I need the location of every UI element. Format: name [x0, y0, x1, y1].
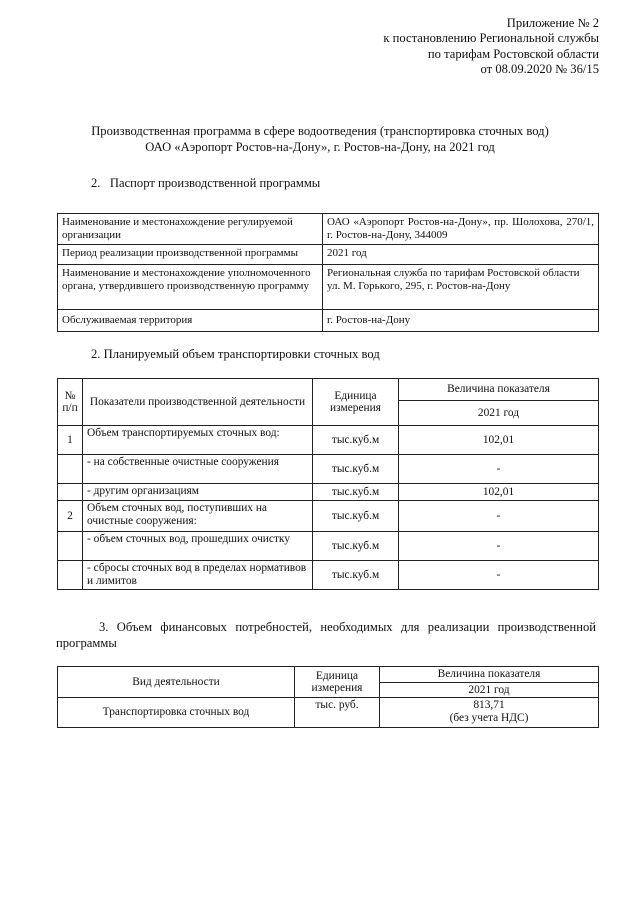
row-value: 102,01	[399, 484, 599, 501]
column-header-activity: Вид деятельности	[58, 667, 295, 698]
appendix-line-2: к постановлению Региональной службы	[383, 31, 599, 46]
row-indicator: - на собственные очистные сооружения	[83, 455, 313, 484]
authority-name: Региональная служба по тарифам Ростовской области	[327, 267, 580, 279]
authority-address: ул. М. Горького, 295, г. Ростов-на-Дону	[327, 279, 511, 292]
row-unit: тыс.куб.м	[313, 501, 399, 532]
table-header-row	[58, 379, 599, 401]
table-row	[58, 532, 599, 561]
column-header-unit: Единица измерения	[313, 379, 399, 426]
row-value: 102,01	[399, 426, 599, 455]
section-1-number: 2.	[91, 176, 101, 190]
document-title	[40, 124, 600, 155]
row-number	[58, 532, 83, 561]
column-header-value: Величина показателя	[380, 667, 599, 683]
section-3-heading-line-1	[56, 619, 596, 635]
table-row	[58, 426, 599, 455]
row-number	[58, 455, 83, 484]
row-indicator: Объем транспортируемых сточных вод:	[83, 426, 313, 455]
table-row	[58, 310, 599, 332]
volume-table	[57, 378, 599, 590]
table-row	[58, 484, 599, 501]
finance-table	[57, 666, 599, 728]
passport-value	[323, 265, 599, 310]
passport-value: 2021 год	[323, 245, 599, 265]
table-row	[58, 501, 599, 532]
row-unit: тыс.куб.м	[313, 561, 399, 590]
title-line-1: Производственная программа в сфере водоотведения (транспортировка сточных вод)	[91, 124, 549, 138]
row-number: 1	[58, 426, 83, 455]
row-indicator: - другим организациям	[83, 484, 313, 501]
row-number	[58, 561, 83, 590]
row-unit: тыс. руб.	[295, 698, 380, 728]
row-value: -	[399, 501, 599, 532]
row-value: -	[399, 455, 599, 484]
row-value: -	[399, 561, 599, 590]
row-unit: тыс.куб.м	[313, 532, 399, 561]
appendix-note	[299, 16, 599, 77]
table-header-row	[58, 667, 599, 683]
column-header-value: Величина показателя	[399, 379, 599, 401]
finance-amount: 813,71	[473, 699, 505, 711]
column-header-number: № п/п	[58, 379, 83, 426]
passport-table	[57, 213, 599, 332]
section-1-heading	[91, 176, 320, 191]
column-header-year: 2021 год	[380, 682, 599, 698]
section-3-heading-text: 3. Объем финансовых потребностей, необходимых для реализации производственной	[99, 620, 596, 634]
section-3-heading	[56, 619, 596, 651]
table-row	[58, 245, 599, 265]
appendix-line-1: Приложение № 2	[506, 16, 599, 30]
column-header-year: 2021 год	[399, 401, 599, 426]
column-header-indicator: Показатели производственной деятельности	[83, 379, 313, 426]
table-row	[58, 214, 599, 245]
row-number	[58, 484, 83, 501]
passport-label: Наименование и местонахождение уполномоченного органа, утвердившего производственную программу	[58, 265, 323, 310]
table-row	[58, 455, 599, 484]
row-indicator: - сбросы сточных вод в пределах нормативов и лимитов	[83, 561, 313, 590]
row-unit: тыс.куб.м	[313, 426, 399, 455]
row-indicator: - объем сточных вод, прошедших очистку	[83, 532, 313, 561]
section-1-title: Паспорт производственной программы	[109, 176, 321, 190]
row-unit: тыс.куб.м	[313, 484, 399, 501]
section-3-heading-line-2: программы	[56, 636, 117, 650]
passport-label: Наименование и местонахождение регулируемой организации	[58, 214, 323, 245]
passport-label: Обслуживаемая территория	[58, 310, 323, 332]
title-line-2: ОАО «Аэропорт Ростов-на-Дону», г. Ростов-на-Дону, на 2021 год	[145, 139, 495, 154]
table-row	[58, 561, 599, 590]
passport-label: Период реализации производственной программы	[58, 245, 323, 265]
appendix-line-4: от 08.09.2020 № 36/15	[480, 61, 599, 76]
column-header-unit: Единица измерения	[295, 667, 380, 698]
row-indicator: Объем сточных вод, поступивших на очистные сооружения:	[83, 501, 313, 532]
finance-vat-note: (без учета НДС)	[449, 711, 529, 724]
row-unit: тыс.куб.м	[313, 455, 399, 484]
row-number: 2	[58, 501, 83, 532]
section-2-heading: 2. Планируемый объем транспортировки сточных вод	[91, 347, 380, 361]
row-value	[380, 698, 599, 728]
passport-value: г. Ростов-на-Дону	[323, 310, 599, 332]
passport-value: ОАО «Аэропорт Ростов-на-Дону», пр. Шолохова, 270/1, г. Ростов-на-Дону, 344009	[323, 214, 599, 245]
row-activity: Транспортировка сточных вод	[58, 698, 295, 728]
table-row	[58, 698, 599, 728]
table-row	[58, 265, 599, 310]
appendix-line-3: по тарифам Ростовской области	[427, 46, 599, 61]
row-value: -	[399, 532, 599, 561]
